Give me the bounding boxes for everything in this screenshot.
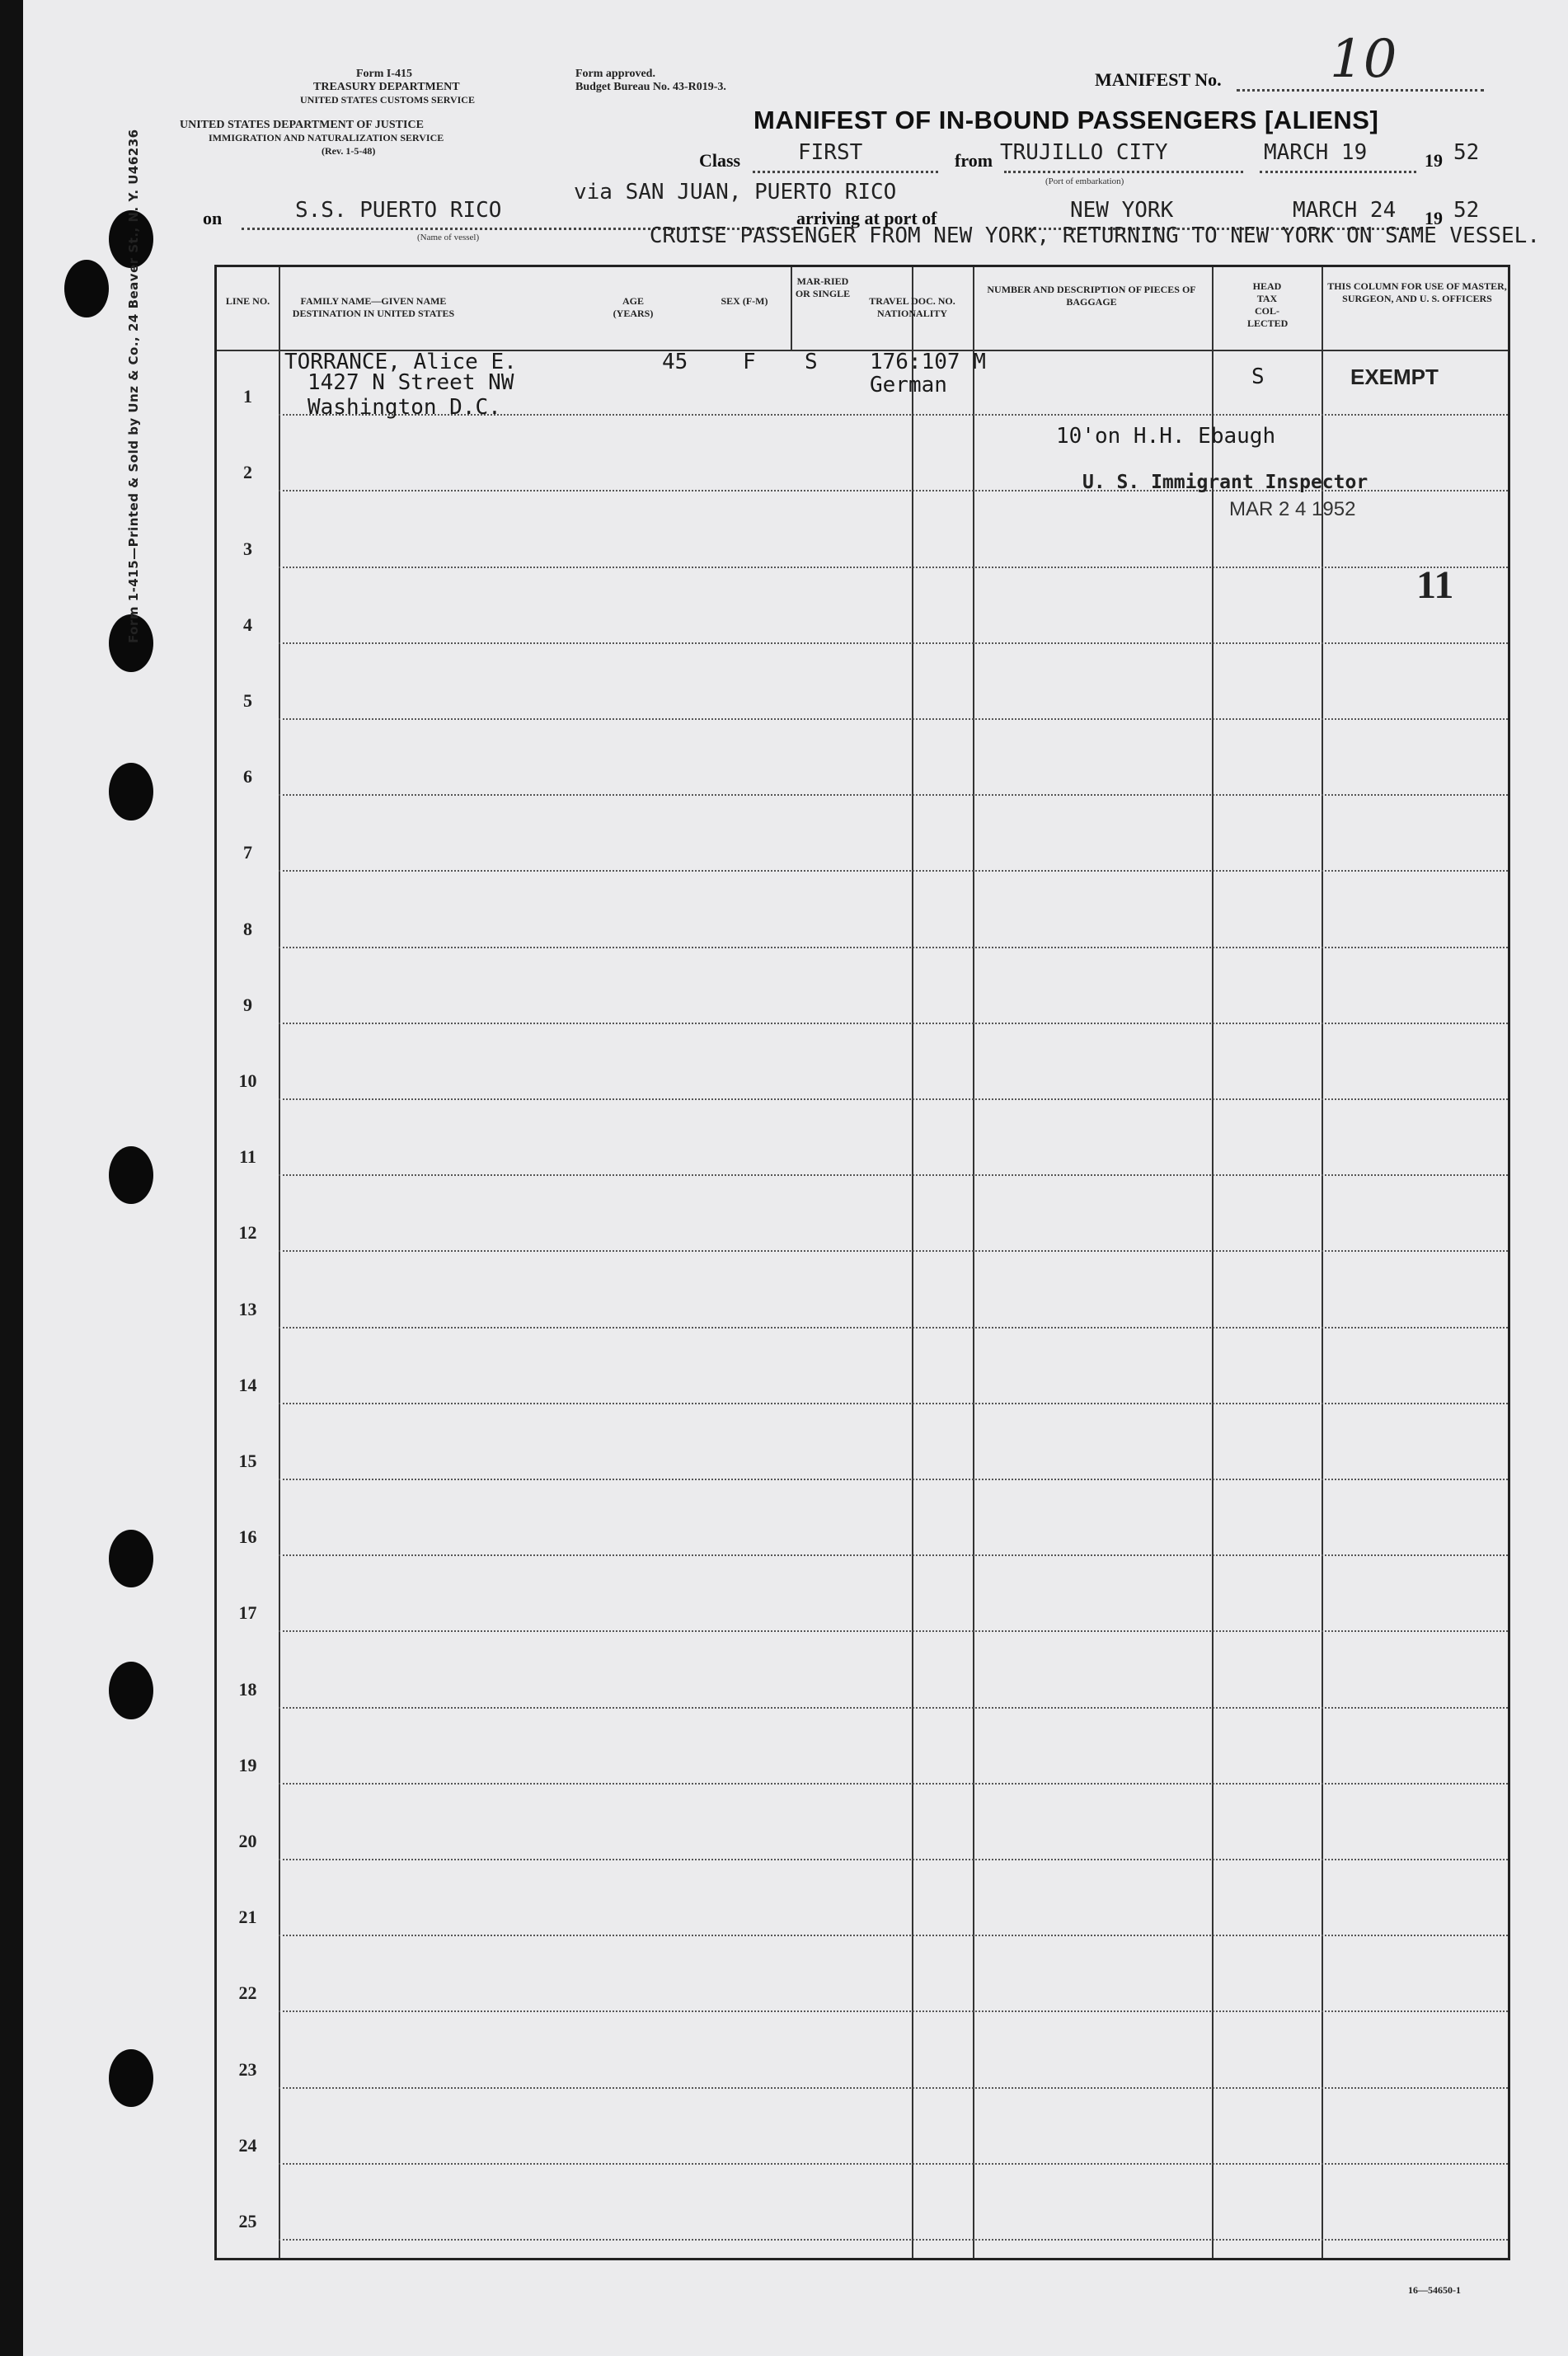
manifest-table [214,265,1510,2260]
row-number: 22 [238,1982,257,2004]
manifest-no-label: MANIFEST No. [1095,69,1222,90]
header-travel-doc-2: TRAVEL DOC. NO. NATIONALITY [869,295,955,319]
header-age: AGE (YEARS) [613,295,654,319]
table-row-line [279,2163,1508,2165]
punch-hole [109,1662,153,1719]
row-number: 13 [238,1298,257,1319]
arrival-year-prefix: 19 [1425,208,1443,228]
row-number: 19 [238,1754,257,1775]
table-row-line [279,1174,1508,1176]
punch-hole [109,1146,153,1204]
entry-nationality: German [870,373,947,397]
row-number: 11 [239,1146,256,1168]
row-number: 15 [238,1451,257,1471]
justice-dept: UNITED STATES DEPARTMENT OF JUSTICE [180,119,424,131]
row-number: 9 [243,994,252,1015]
inspector-stamp-date: MAR 2 4 1952 [1229,498,1356,520]
punch-hole [109,763,153,821]
entry-sex: F [743,350,756,374]
entry-name: TORRANCE, Alice E. [284,350,517,374]
arrival-port: NEW YORK [1070,198,1174,223]
date-line [1260,171,1416,173]
departure-date: MARCH 19 [1264,140,1368,165]
header-line-no: LINE NO. [225,295,270,307]
ins-service: IMMIGRATION AND NATURALIZATION SERVICE [209,132,444,143]
treasury-dept: TREASURY DEPARTMENT [313,81,460,93]
entry-city: Washington D.C. [307,395,501,420]
row-number: 8 [243,918,252,939]
table-row-line [279,1403,1508,1404]
class-line [753,171,938,173]
header-baggage: NUMBER AND DESCRIPTION OF PIECES OF BAGGAGE [987,284,1196,308]
header-head-tax: HEAD TAX COL-LECTED [1247,280,1289,329]
printer-imprint: Form 1-415—Printed & Sold by Unz & Co., 24 Beaver St., N. Y. U46236 [126,129,141,643]
row-number: 20 [238,1831,257,1851]
punch-hole [64,260,109,317]
manifest-page [23,0,1568,2356]
inspector-signature: 10'on H.H. Ebaugh [1056,424,1276,449]
entry-age: 45 [662,350,688,374]
table-row-line [279,642,1508,644]
table-row-line [279,1783,1508,1785]
punch-hole [109,2049,153,2107]
from-value: TRUJILLO CITY [1000,140,1168,165]
table-row-line [279,1327,1508,1328]
table-row-line [279,1479,1508,1480]
vessel-label: (Name of vessel) [417,233,480,242]
header-officers: THIS COLUMN FOR USE OF MASTER, SURGEON, AND U. S. OFFICERS [1327,280,1507,304]
row-number: 25 [238,2211,257,2231]
departure-year-suffix: 52 [1453,140,1480,165]
entry-travel-doc: 176:107 M [870,350,986,374]
row-number: 12 [238,1222,257,1244]
footer-code: 16—54650-1 [1408,2284,1461,2296]
form-approved: Form approved. [575,68,655,80]
table-row-line [279,2239,1508,2241]
row-number: 18 [238,1678,257,1700]
manifest-no-value: 10 [1330,29,1397,90]
header-married: MAR-RIED OR SINGLE [795,275,851,299]
row-number: 6 [243,766,252,788]
entry-address: 1427 N Street NW [307,370,514,395]
row-number: 23 [238,2058,257,2080]
row-number: 5 [243,690,252,711]
manifest-title: MANIFEST OF IN-BOUND PASSENGERS [ALIENS] [753,106,1379,134]
table-row-line [279,1098,1508,1100]
table-row-line [279,1250,1508,1252]
row-number: 16 [238,1526,257,1548]
from-label: from [955,150,993,171]
budget-bureau: Budget Bureau No. 43-R019-3. [575,81,726,93]
arrival-year-suffix: 52 [1453,198,1480,223]
entry-head-tax: S [1251,364,1265,389]
entry-married: S [805,350,818,374]
revision: (Rev. 1-5-48) [322,145,376,157]
customs-service: UNITED STATES CUSTOMS SERVICE [300,94,475,106]
row-number: 17 [238,1602,257,1624]
table-row-line [279,567,1508,568]
row-number: 7 [243,842,252,863]
table-row-line [279,718,1508,720]
table-row-line [279,1023,1508,1024]
entry-exempt: EXEMPT [1350,364,1439,389]
arrival-date: MARCH 24 [1293,198,1397,223]
table-row-line [279,1630,1508,1632]
cruise-note: CRUISE PASSENGER FROM NEW YORK, RETURNING TO NEW YORK ON SAME VESSEL. [649,223,1540,248]
row-number: 24 [238,2134,257,2156]
header-name: FAMILY NAME—GIVEN NAME DESTINATION IN UNITED STATES [292,295,455,319]
punch-hole [109,1530,153,1587]
arriving-label: arriving at port of [796,208,937,228]
via-value: via SAN JUAN, PUERTO RICO [574,180,897,205]
table-row-line [279,1554,1508,1556]
form-number: Form I-415 [356,68,413,80]
departure-year-prefix: 19 [1425,150,1443,171]
row-number: 4 [243,614,252,635]
table-row-line [279,870,1508,872]
row-number: 21 [238,1907,257,1928]
from-line [1004,171,1243,173]
row-number: 2 [243,462,252,483]
row-number: 14 [238,1374,257,1395]
table-row-line [279,2010,1508,2012]
port-embarkation-label: (Port of embarkation) [1045,176,1124,186]
class-label: Class [699,150,741,171]
table-row-line [279,1859,1508,1860]
table-row-line [279,1707,1508,1709]
row-number: 3 [243,538,252,559]
row-number: 1 [243,386,252,407]
table-row-line [279,2087,1508,2089]
inspector-stamp: U. S. Immigrant Inspector [1082,472,1368,493]
table-row-line [279,1935,1508,1936]
header-sex: SEX (F-M) [721,295,768,307]
class-value: FIRST [798,140,863,165]
on-label: on [203,208,223,228]
passenger-count: 11 [1416,563,1454,607]
table-row-line [279,794,1508,796]
vessel-value: S.S. PUERTO RICO [295,198,502,223]
table-row-line [279,947,1508,948]
row-number: 10 [238,1070,257,1091]
